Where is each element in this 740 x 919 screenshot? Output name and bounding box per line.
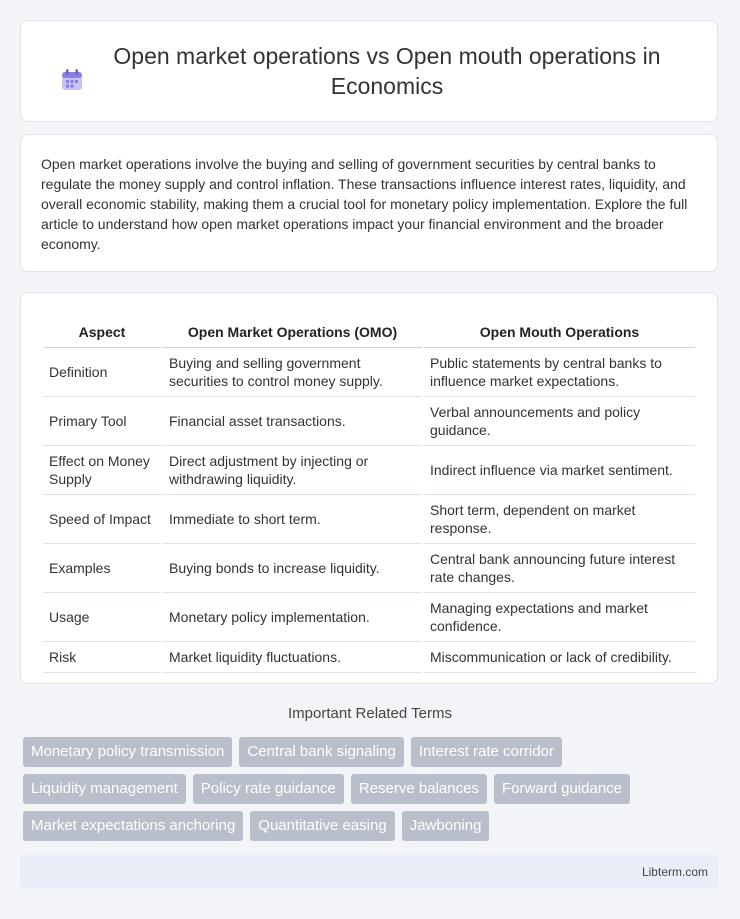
- row-aspect: Definition: [43, 348, 161, 397]
- row-open-mouth: Indirect influence via market sentiment.: [424, 446, 695, 495]
- row-open-mouth: Central bank announcing future interest rate changes.: [424, 544, 695, 593]
- related-term-tag[interactable]: Jawboning: [402, 811, 490, 841]
- row-aspect: Speed of Impact: [43, 495, 161, 544]
- related-term-tag[interactable]: Central bank signaling: [239, 737, 403, 767]
- table-row: [43, 446, 695, 495]
- row-omo: Direct adjustment by injecting or withdrawing liquidity.: [163, 446, 422, 495]
- row-aspect: Examples: [43, 544, 161, 593]
- header-open-mouth: Open Mouth Operations: [424, 313, 695, 348]
- row-omo: Monetary policy implementation.: [163, 593, 422, 642]
- comparison-table: [41, 313, 697, 673]
- intro-text: Open market operations involve the buying and selling of government securities by central banks to regulate the money supply and control inflation. These transactions influence interest rates, liquidity, and overall economic stability, making them a crucial tool for monetary policy implementation. Explore the full article to understand how open market operations impact your financial environment and the broader economy.: [41, 156, 688, 252]
- related-term-tag[interactable]: Interest rate corridor: [411, 737, 562, 767]
- row-open-mouth: Verbal announcements and policy guidance.: [424, 397, 695, 446]
- row-aspect: Risk: [43, 642, 161, 673]
- related-term-tag[interactable]: Liquidity management: [23, 774, 186, 804]
- related-term-tag[interactable]: Monetary policy transmission: [23, 737, 232, 767]
- header-aspect: Aspect: [43, 313, 161, 348]
- table-row: [43, 495, 695, 544]
- related-term-tag[interactable]: Forward guidance: [494, 774, 630, 804]
- row-omo: Buying bonds to increase liquidity.: [163, 544, 422, 593]
- row-open-mouth: Public statements by central banks to influence market expectations.: [424, 348, 695, 397]
- calendar-icon: [59, 67, 85, 93]
- table-row: [43, 348, 695, 397]
- table-row: [43, 593, 695, 642]
- row-omo: Immediate to short term.: [163, 495, 422, 544]
- related-term-tag[interactable]: Reserve balances: [351, 774, 487, 804]
- related-terms-list: [23, 737, 723, 841]
- row-open-mouth: Short term, dependent on market response.: [424, 495, 695, 544]
- row-open-mouth: Managing expectations and market confidence.: [424, 593, 695, 642]
- intro-card: [20, 134, 718, 272]
- table-row: [43, 642, 695, 673]
- row-open-mouth: Miscommunication or lack of credibility.: [424, 642, 695, 673]
- footer: [20, 855, 718, 888]
- page-title: Open market operations vs Open mouth operations in Economics: [113, 43, 661, 99]
- footer-site-link[interactable]: Libterm.com: [641, 864, 708, 879]
- row-omo: Financial asset transactions.: [163, 397, 422, 446]
- header-omo: Open Market Operations (OMO): [163, 313, 422, 348]
- related-term-tag[interactable]: Market expectations anchoring: [23, 811, 243, 841]
- related-term-tag[interactable]: Policy rate guidance: [193, 774, 344, 804]
- table-row: [43, 397, 695, 446]
- row-aspect: Effect on Money Supply: [43, 446, 161, 495]
- table-row: [43, 544, 695, 593]
- row-aspect: Usage: [43, 593, 161, 642]
- related-terms-title: Important Related Terms: [288, 705, 452, 722]
- title-card: [20, 20, 718, 122]
- row-omo: Market liquidity fluctuations.: [163, 642, 422, 673]
- row-aspect: Primary Tool: [43, 397, 161, 446]
- table-header-row: [43, 313, 695, 348]
- comparison-table-card: [20, 292, 718, 684]
- related-term-tag[interactable]: Quantitative easing: [250, 811, 394, 841]
- row-omo: Buying and selling government securities to control money supply.: [163, 348, 422, 397]
